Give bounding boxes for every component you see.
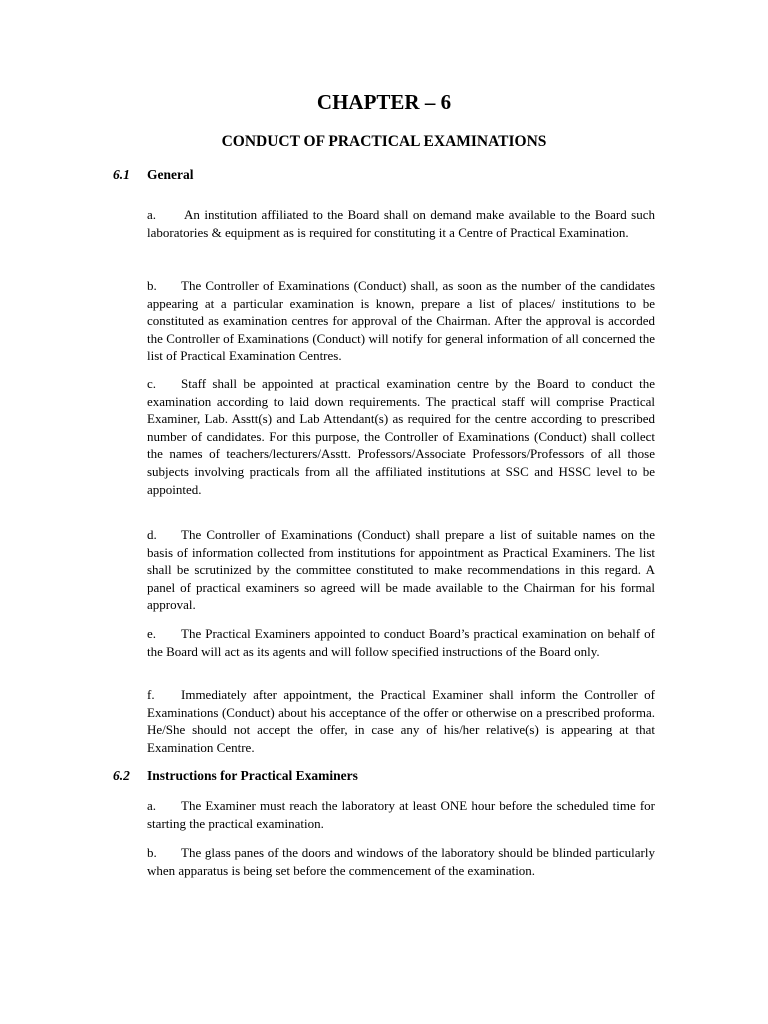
paragraph-6-1-c bbox=[147, 375, 655, 498]
paragraph-label: a. bbox=[147, 207, 157, 222]
paragraph-6-2-b bbox=[147, 844, 655, 879]
paragraph-label: f. bbox=[147, 687, 155, 702]
paragraph-label: c. bbox=[147, 376, 157, 391]
paragraph-6-1-d bbox=[147, 526, 655, 614]
section-heading-6-2 bbox=[113, 768, 358, 784]
paragraph-label: b. bbox=[147, 845, 157, 860]
paragraph-text: The glass panes of the doors and windows of the laboratory should be blinded particularly when apparatus is being set before the commencement of the examination. bbox=[147, 845, 655, 878]
section-heading-6-1 bbox=[113, 167, 194, 183]
paragraph-text: The Examiner must reach the laboratory at least ONE hour before the scheduled time for starting the practical examination. bbox=[147, 798, 655, 831]
paragraph-text: An institution affiliated to the Board shall on demand make available to the Board such laboratories & equipment as is required for constituting it a Centre of Practical Examination. bbox=[147, 207, 655, 240]
paragraph-text: Immediately after appointment, the Practical Examiner shall inform the Controller of Examinations (Conduct) about his acceptance of the offer or otherwise on a prescribed proforma. He/She should not accept the offer, in case any of his/her relative(s) is appearing at that Examination Centre. bbox=[147, 687, 655, 755]
paragraph-label: d. bbox=[147, 527, 157, 542]
section-title: General bbox=[147, 167, 194, 182]
paragraph-6-1-e bbox=[147, 625, 655, 660]
paragraph-text: The Controller of Examinations (Conduct) shall, as soon as the number of the candidates appearing at a particular examination is known, prepare a list of places/ institutions to be constituted as examination centres for approval of the Chairman. After the approval is accorded the Controller of Examinations (Conduct) will notify for general information of all concerned the list of Practical Examination Centres. bbox=[147, 278, 655, 364]
paragraph-label: e. bbox=[147, 626, 157, 641]
section-number: 6.1 bbox=[113, 167, 130, 182]
paragraph-label: a. bbox=[147, 798, 157, 813]
paragraph-text: The Practical Examiners appointed to conduct Board’s practical examination on behalf of the Board will act as its agents and will follow specified instructions of the Board only. bbox=[147, 626, 655, 659]
chapter-subtitle: CONDUCT OF PRACTICAL EXAMINATIONS bbox=[221, 133, 547, 150]
paragraph-6-1-a bbox=[147, 206, 655, 241]
paragraph-text: The Controller of Examinations (Conduct) shall prepare a list of suitable names on the basis of information collected from institutions for appointment as Practical Examiners. The list shall be scrutinized by the committee constituted to make recommendations in this regard. A panel of practical examiners so agreed will be made available to the Chairman for his formal approval. bbox=[147, 527, 655, 613]
paragraph-6-2-a bbox=[147, 797, 655, 832]
paragraph-6-1-b bbox=[147, 277, 655, 365]
paragraph-6-1-f bbox=[147, 686, 655, 756]
paragraph-label: b. bbox=[147, 278, 157, 293]
section-number: 6.2 bbox=[113, 768, 130, 783]
chapter-title: CHAPTER – 6 bbox=[316, 90, 452, 114]
section-title: Instructions for Practical Examiners bbox=[147, 768, 358, 783]
paragraph-text: Staff shall be appointed at practical examination centre by the Board to conduct the examination according to laid down requirements. The practical staff will comprise Practical Examiner, Lab. Asstt(s) and Lab Attendant(s) as required for the centre according to prescribed number of candidates. For this purpose, the Controller of Examinations (Conduct) shall collect the names of teachers/lecturers/Asstt. Professors/Associate Professors/Professors of all those subjects involving practicals from all the affiliated institutions at SSC and HSSC level to be appointed. bbox=[147, 376, 655, 497]
